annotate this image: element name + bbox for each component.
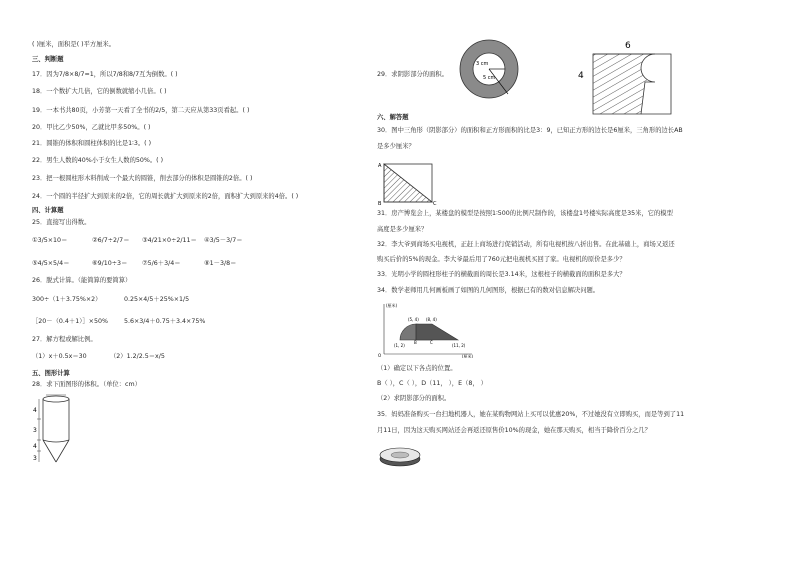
ring-label: 3 cm (476, 61, 489, 67)
q34-1: （1）确定以下各点的位置。 (377, 365, 457, 372)
calc-item: ④3/5－3/7＝ (204, 237, 243, 244)
q30-cont: 是多少厘米？ (377, 143, 415, 150)
expr-item: 0.25×4/5＋25%×1/5 (124, 296, 190, 303)
coordinate-figure (378, 300, 474, 358)
point-label: (1, 2) (394, 343, 405, 348)
point-label: C (433, 201, 437, 206)
fig-label: 4 (578, 71, 584, 81)
robot-vacuum-icon (378, 443, 422, 469)
point-label: A (378, 163, 382, 169)
axis-label: (厘米) (462, 354, 474, 358)
q31-cont: 高度是多少厘米？ (377, 226, 428, 233)
calc-item: ⑤4/5×5/4＝ (32, 260, 70, 267)
equation-item: （1）x＋0.5x＝30 (32, 353, 87, 360)
expr-item: 5.6×3/4＋0.75＋3.4×75% (124, 318, 206, 325)
section-solve: 六、解答题 (377, 114, 409, 121)
point-label: (11, 2) (452, 343, 466, 348)
q19: 19．一本书共80页，小芳第一天看了全书的2/5，第二天应从第33页看起。( ) (32, 107, 250, 114)
axis-label: O (378, 353, 382, 358)
q34-1-blanks: B（ ），C（ ），D（11， ），E（8， ） (377, 380, 487, 387)
calc-item: ①3/5×10＝ (32, 237, 68, 244)
fig28-label: 3 (33, 455, 37, 462)
point-label: (5, 4) (408, 317, 419, 322)
q28: 28．求下面图形的体积。（单位：cm） (32, 381, 141, 388)
fig28-label: 4 (33, 407, 37, 414)
calc-item: ⑦5/6＋3/4＝ (142, 260, 181, 267)
q34-2: （2）求阴影部分的面积。 (377, 395, 451, 402)
q21: 21．圆锥的体积和圆柱体积的比是1∶3。( ) (32, 140, 152, 147)
section-geometry: 五、图形计算 (32, 370, 70, 377)
q31: 31．房产博览会上，某楼盘的模型是按照1∶500的比例尺制作的，该楼盘1号楼实际高度是35米，它的模型 (377, 210, 673, 217)
equation-item: （2）1.2/2.5＝x/5 (110, 353, 165, 360)
calc-item: ②6/7÷2/7＝ (92, 237, 130, 244)
q29: 29．求阴影部分的面积。 (377, 71, 448, 78)
q30: 30．图中三角形（阴影部分）的面积和正方形面积的比是3：9，已知正方形的边长是6厘米，三角形的边长AB (377, 127, 683, 134)
q34: 34．数学老师用几何画板画了如图的几何图形，根据已有的数对信息解决问题。 (377, 287, 600, 294)
ring-figure (456, 38, 522, 100)
q32-cont: 购买后价的5%的现金。李大爷最后用了760元把电视机买回了家。电视机的原价是多少？ (377, 256, 626, 263)
expr-item: ［20－（0.4＋1）］×50% (32, 318, 108, 325)
q32: 32．李大爷到商场买电视机，正赶上商场进行促销活动，所有电视机按八折出售。在此基础上，商场又返还 (377, 241, 675, 248)
fig28-label: 4 (33, 443, 37, 450)
q27: 27．解方程或解比例。 (32, 336, 97, 343)
q24: 24．一个圆的半径扩大到原来的2倍，它的周长就扩大到原来的2倍，面积扩大到原来的4倍。( ) (32, 193, 299, 200)
expr-item: 300÷（1＋3.75%×2） (32, 296, 102, 303)
q23: 23．把一根圆柱形木料削成一个最大的圆锥，削去部分的体积是圆锥的2倍。( ) (32, 175, 253, 182)
q25: 25．直接写出得数。 (32, 219, 91, 226)
q18: 18．一个数扩大几倍，它的倒数就缩小几倍。( ) (32, 88, 167, 95)
q35-cont: 月11日，因为这天购买网站还会再返还原售价10%的现金，她在那天购买，相当于降价百分之几？ (377, 427, 651, 434)
q33: 33．光明小学的圆柱形柱子的横截面的周长是3.14米，这根柱子的横截面的面积是多大？ (377, 271, 626, 278)
fig-label: 6 (625, 41, 631, 51)
calc-item: ⑧1－3/8＝ (204, 260, 237, 267)
trapezoid-figure (575, 38, 675, 120)
point-label: B (378, 201, 382, 206)
q20: 20．甲比乙少50%，乙就比甲多50%。( ) (32, 124, 151, 131)
q17: 17．因为7/8×8/7=1，所以7/8和8/7互为倒数。( ) (32, 71, 178, 78)
q22: 22．男生人数的40%小于女生人数的50%。( ) (32, 157, 164, 164)
q35: 35．妈妈准备购买一台扫地机器人，她在某购物网站上买可以优惠20%，不过她没有立即购买，而是等到了11 (377, 411, 685, 418)
calc-item: ③4/21×0÷2/11＝ (142, 237, 197, 244)
calc-item: ⑥9/10÷3＝ (92, 260, 128, 267)
cylinder-cone-figure (32, 392, 76, 470)
axis-label: (厘米) (386, 303, 398, 308)
fig28-label: 3 (33, 427, 37, 434)
section-calc: 四、计算题 (32, 207, 64, 214)
section-judge: 三、判断题 (32, 56, 64, 63)
point-label: C (430, 340, 433, 345)
point-label: B (414, 340, 417, 345)
point-label: (8, 4) (426, 317, 437, 322)
answer-line: ( )厘米，面积是( )平方厘米。 (32, 41, 116, 48)
q26: 26．脱式计算。（能简算的要简算） (32, 277, 132, 284)
square-triangle-figure (378, 160, 438, 206)
ring-label: 5 cm (483, 75, 496, 81)
